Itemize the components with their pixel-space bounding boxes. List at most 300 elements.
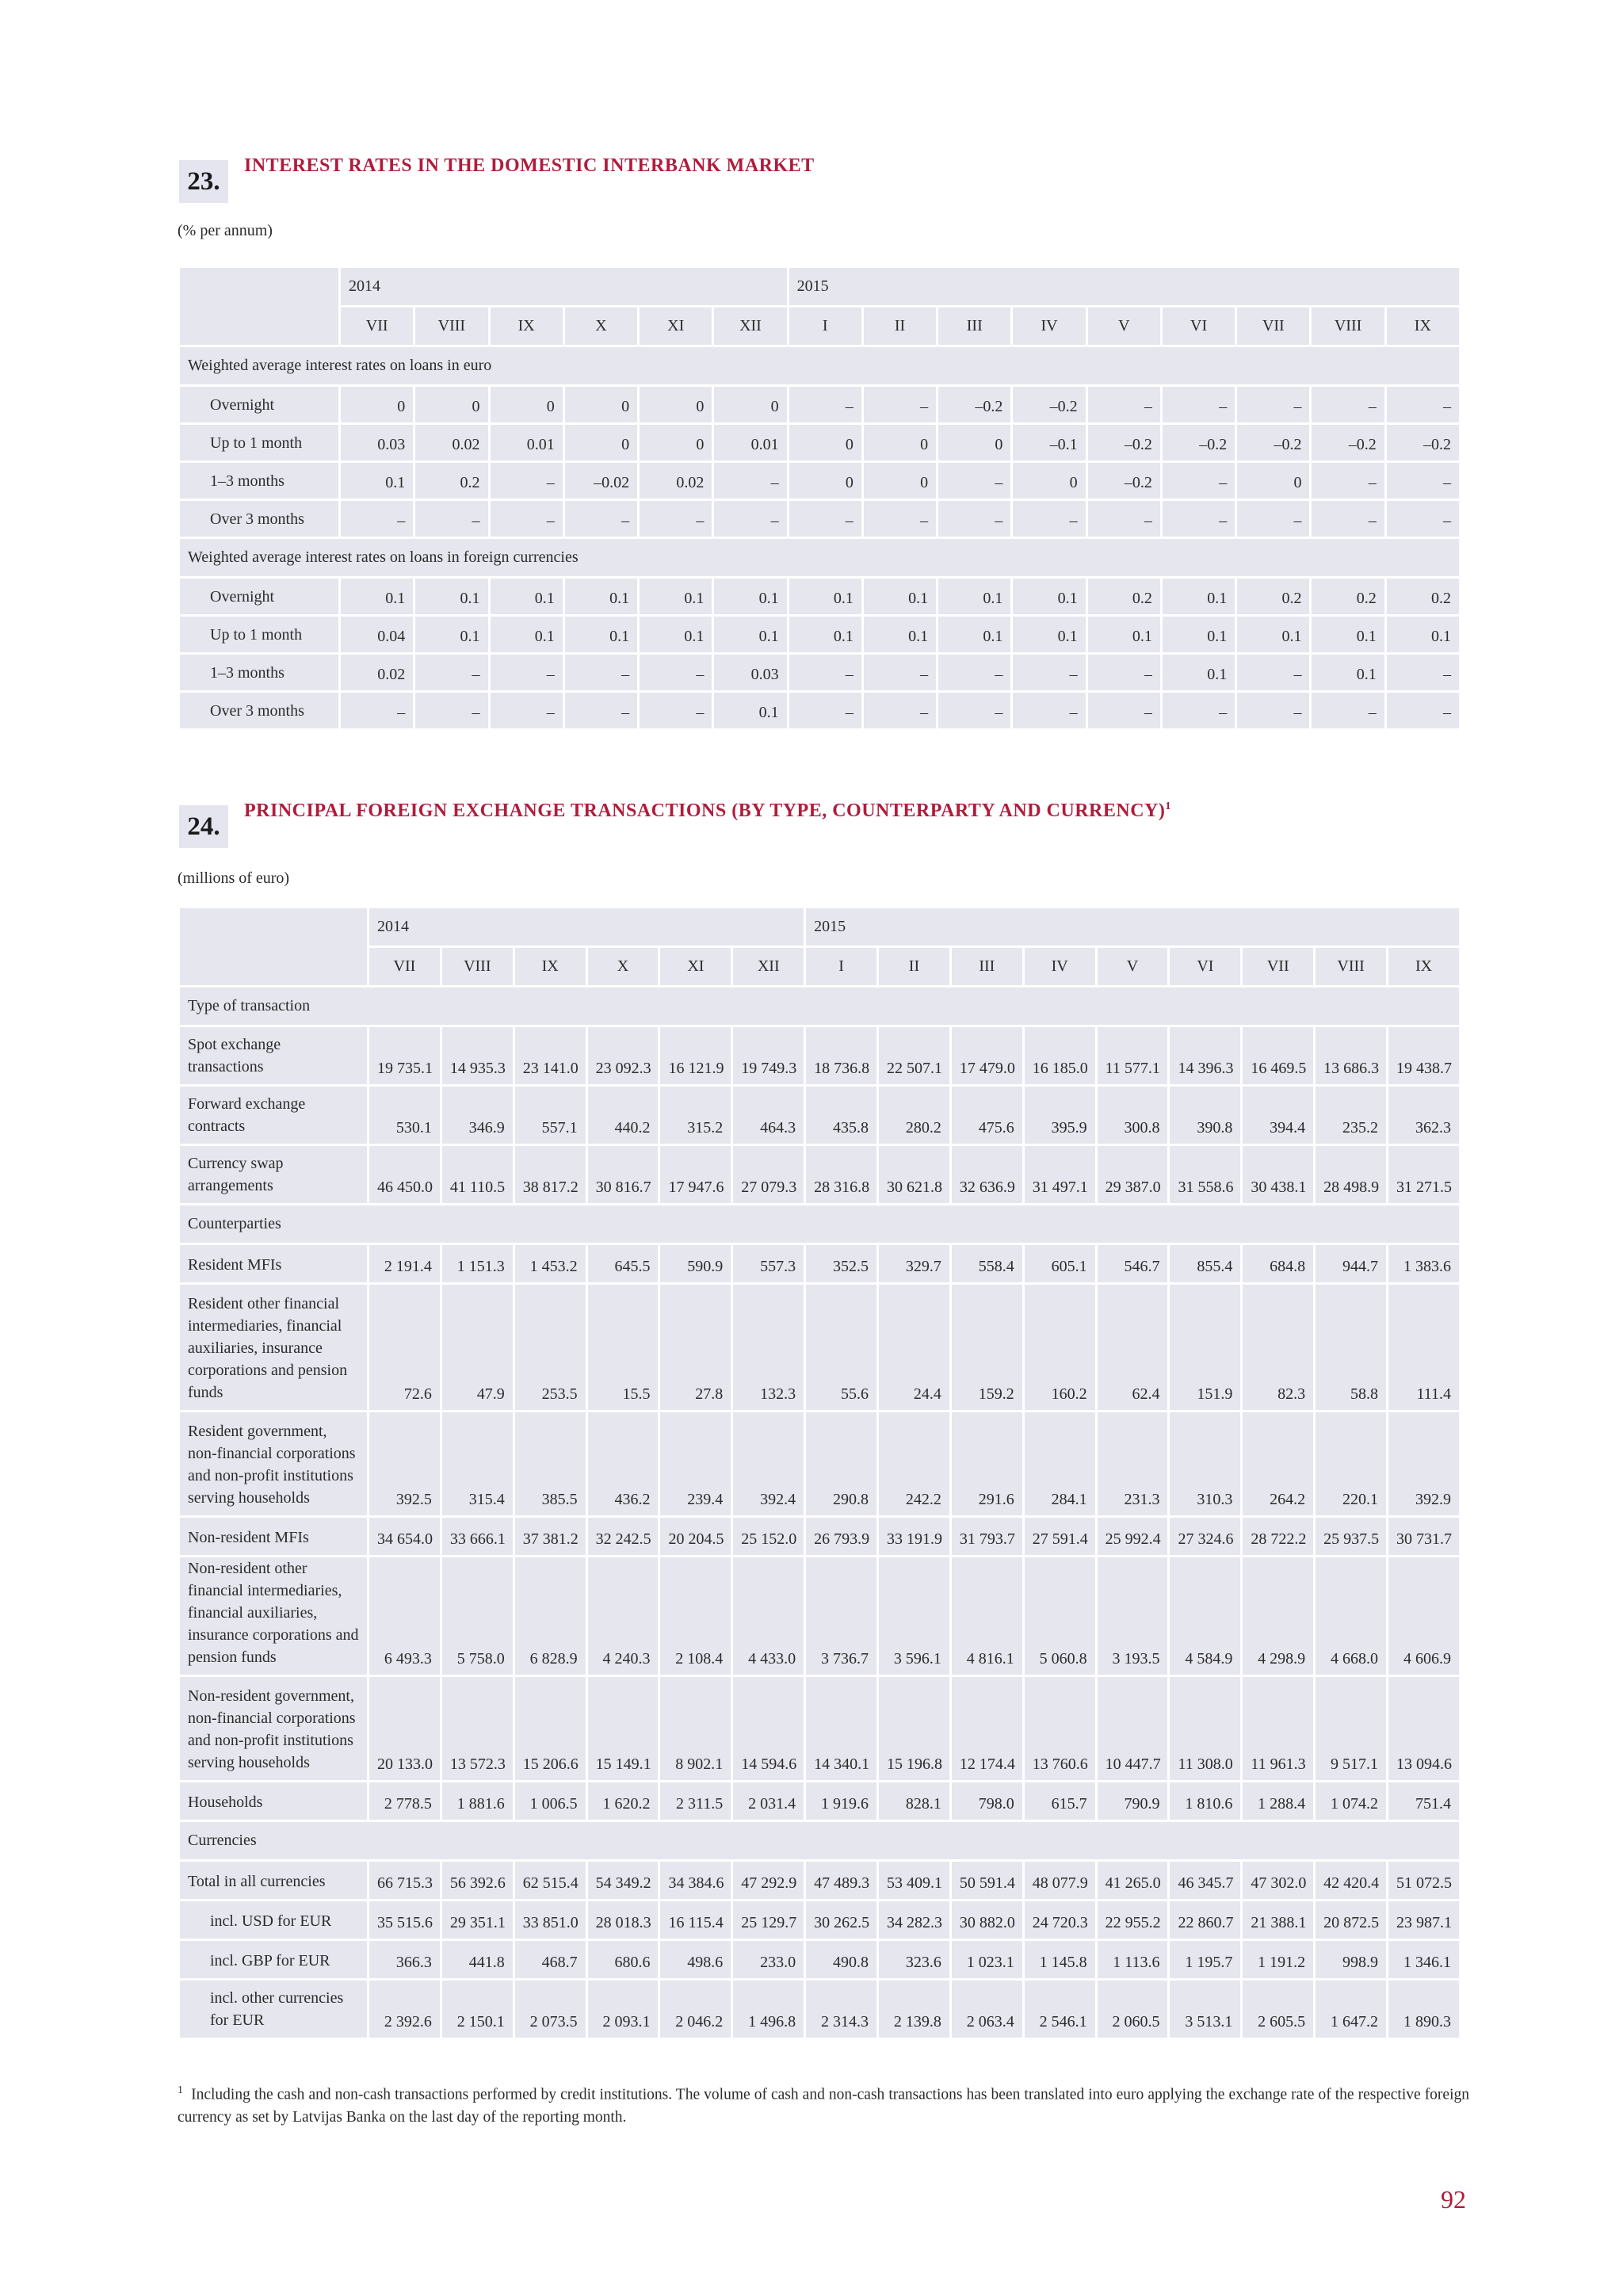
value-cell: – [491, 501, 563, 537]
value-cell: – [491, 463, 563, 499]
value-cell: 27 591.4 [1025, 1518, 1095, 1555]
value-cell: 615.7 [1025, 1782, 1095, 1820]
value-cell: 2 108.4 [660, 1557, 731, 1675]
value-cell: –0.02 [565, 463, 637, 499]
row-label: 1–3 months [180, 463, 338, 499]
table-row [180, 1412, 1459, 1515]
value-cell: 0 [640, 387, 712, 422]
value-cell: 0.1 [1237, 617, 1309, 652]
value-cell: 23 092.3 [588, 1027, 659, 1084]
value-cell: 66 715.3 [369, 1862, 440, 1899]
value-cell: 2 150.1 [442, 1981, 513, 2038]
value-cell: – [1387, 387, 1459, 422]
value-cell: 0.2 [415, 463, 487, 499]
value-cell: 464.3 [733, 1087, 804, 1144]
value-cell: 0.01 [714, 425, 786, 460]
value-cell: 30 621.8 [879, 1146, 949, 1203]
value-cell: 855.4 [1170, 1245, 1240, 1282]
row-label: Over 3 months [180, 501, 338, 537]
value-cell: – [789, 693, 861, 728]
value-cell: 5 758.0 [442, 1557, 513, 1675]
value-cell: 34 384.6 [660, 1862, 731, 1899]
month-header: VIII [1316, 948, 1386, 985]
table-row [180, 1146, 1459, 1203]
table-24 [178, 906, 1461, 2040]
year-row [180, 268, 1459, 305]
value-cell: 0 [864, 425, 936, 460]
value-cell: 0.02 [640, 463, 712, 499]
value-cell: 944.7 [1316, 1245, 1386, 1282]
value-cell: 2 314.3 [806, 1981, 876, 2038]
header-corner [180, 908, 367, 985]
value-cell: 366.3 [369, 1941, 440, 1978]
value-cell: 390.8 [1170, 1087, 1240, 1144]
value-cell: 20 204.5 [660, 1518, 731, 1555]
group-label: Currencies [180, 1822, 1459, 1859]
value-cell: 26 793.9 [806, 1518, 876, 1555]
value-cell: 0.2 [1237, 579, 1309, 614]
value-cell: 16 115.4 [660, 1901, 731, 1939]
value-cell: 42 420.4 [1316, 1862, 1386, 1899]
value-cell: 441.8 [442, 1941, 513, 1978]
value-cell: 0.1 [640, 617, 712, 652]
value-cell: 0 [491, 387, 563, 422]
value-cell: 2 778.5 [369, 1782, 440, 1820]
group-row [180, 347, 1459, 384]
value-cell: 242.2 [879, 1412, 949, 1515]
row-label: Currency swap arrangements [180, 1146, 367, 1203]
group-row [180, 1205, 1459, 1243]
value-cell: 2 392.6 [369, 1981, 440, 2038]
value-cell: 25 937.5 [1316, 1518, 1386, 1555]
value-cell: – [1088, 501, 1160, 537]
table-23 [178, 266, 1461, 731]
table-23-heading [179, 155, 1479, 203]
value-cell: –0.1 [1013, 425, 1085, 460]
value-cell: – [789, 501, 861, 537]
value-cell: 1 191.2 [1243, 1941, 1313, 1978]
month-header: VI [1170, 948, 1240, 985]
value-cell: 435.8 [806, 1087, 876, 1144]
row-label: Resident MFIs [180, 1245, 367, 1282]
value-cell: 13 686.3 [1316, 1027, 1386, 1084]
table-row [180, 387, 1459, 422]
month-header: V [1098, 948, 1168, 985]
value-cell: 0 [341, 387, 413, 422]
value-cell: 253.5 [515, 1285, 586, 1410]
year-header: 2015 [806, 908, 1459, 946]
value-cell: 468.7 [515, 1941, 586, 1978]
value-cell: 54 349.2 [588, 1862, 659, 1899]
row-label: Resident other financial intermediaries, financial auxiliaries, insurance corporations and pension funds [180, 1285, 367, 1410]
value-cell: 0.1 [714, 617, 786, 652]
value-cell: 392.9 [1388, 1412, 1459, 1515]
value-cell: 38 817.2 [515, 1146, 586, 1203]
month-header: VI [1163, 308, 1235, 345]
value-cell: 4 816.1 [952, 1557, 1022, 1675]
value-cell: – [1387, 463, 1459, 499]
value-cell: 31 271.5 [1388, 1146, 1459, 1203]
value-cell: – [415, 693, 487, 728]
row-label: Non-resident other financial intermediaries, financial auxiliaries, insurance corporations and pension funds [180, 1557, 367, 1675]
value-cell: 290.8 [806, 1412, 876, 1515]
value-cell: 1 195.7 [1170, 1941, 1240, 1978]
value-cell: 1 881.6 [442, 1782, 513, 1820]
month-header: VIII [1312, 308, 1384, 345]
table-24-number: 24. [179, 805, 228, 848]
value-cell: 2 063.4 [952, 1981, 1022, 2038]
row-label: Non-resident MFIs [180, 1518, 367, 1555]
value-cell: 436.2 [588, 1412, 659, 1515]
value-cell: 546.7 [1098, 1245, 1168, 1282]
value-cell: 394.4 [1243, 1087, 1313, 1144]
value-cell: 28 498.9 [1316, 1146, 1386, 1203]
value-cell: 1 151.3 [442, 1245, 513, 1282]
value-cell: –0.2 [1013, 387, 1085, 422]
value-cell: 13 760.6 [1025, 1677, 1095, 1780]
value-cell: 58.8 [1316, 1285, 1386, 1410]
value-cell: 310.3 [1170, 1412, 1240, 1515]
value-cell: 645.5 [588, 1245, 659, 1282]
value-cell: – [938, 463, 1010, 499]
value-cell: 16 469.5 [1243, 1027, 1313, 1084]
row-label: Up to 1 month [180, 425, 338, 460]
value-cell: 0.1 [1163, 617, 1235, 652]
value-cell: 28 316.8 [806, 1146, 876, 1203]
value-cell: – [415, 501, 487, 537]
table-row [180, 1285, 1459, 1410]
value-cell: –0.2 [1237, 425, 1309, 460]
table-row [180, 617, 1459, 652]
value-cell: – [1237, 501, 1309, 537]
value-cell: 17 479.0 [952, 1027, 1022, 1084]
value-cell: 315.4 [442, 1412, 513, 1515]
table-row [180, 1518, 1459, 1555]
value-cell: 30 816.7 [588, 1146, 659, 1203]
value-cell: – [565, 693, 637, 728]
value-cell: 605.1 [1025, 1245, 1095, 1282]
value-cell: 220.1 [1316, 1412, 1386, 1515]
value-cell: 19 749.3 [733, 1027, 804, 1084]
value-cell: 47 292.9 [733, 1862, 804, 1899]
value-cell: 0 [565, 425, 637, 460]
value-cell: 0.1 [938, 579, 1010, 614]
value-cell: 31 497.1 [1025, 1146, 1095, 1203]
value-cell: – [491, 655, 563, 690]
value-cell: 62 515.4 [515, 1862, 586, 1899]
value-cell: 6 493.3 [369, 1557, 440, 1675]
value-cell: – [1163, 501, 1235, 537]
row-label: Over 3 months [180, 693, 338, 728]
value-cell: 0.2 [1088, 579, 1160, 614]
value-cell: 530.1 [369, 1087, 440, 1144]
value-cell: 55.6 [806, 1285, 876, 1410]
value-cell: 0.02 [341, 655, 413, 690]
month-header: XII [714, 308, 786, 345]
value-cell: 3 513.1 [1170, 1981, 1240, 2038]
value-cell: 62.4 [1098, 1285, 1168, 1410]
month-header: XI [660, 948, 731, 985]
value-cell: – [1163, 693, 1235, 728]
value-cell: – [1163, 387, 1235, 422]
value-cell: – [640, 501, 712, 537]
value-cell: 30 731.7 [1388, 1518, 1459, 1555]
value-cell: 362.3 [1388, 1087, 1459, 1144]
value-cell: 35 515.6 [369, 1901, 440, 1939]
value-cell: 490.8 [806, 1941, 876, 1978]
group-label: Weighted average interest rates on loans in foreign currencies [180, 539, 1459, 576]
value-cell: – [341, 501, 413, 537]
row-label: 1–3 months [180, 655, 338, 690]
value-cell: 0.1 [789, 617, 861, 652]
table-row [180, 1087, 1459, 1144]
value-cell: 300.8 [1098, 1087, 1168, 1144]
value-cell: 48 077.9 [1025, 1862, 1095, 1899]
value-cell: 13 572.3 [442, 1677, 513, 1780]
value-cell: 1 647.2 [1316, 1981, 1386, 2038]
row-label: Up to 1 month [180, 617, 338, 652]
table-23-unit: (% per annum) [178, 222, 273, 239]
group-label: Counterparties [180, 1205, 1459, 1243]
value-cell: 1 496.8 [733, 1981, 804, 2038]
value-cell: 1 113.6 [1098, 1941, 1168, 1978]
table-23-title: INTEREST RATES IN THE DOMESTIC INTERBANK MARKET [244, 155, 815, 176]
value-cell: 53 409.1 [879, 1862, 949, 1899]
value-cell: 34 654.0 [369, 1518, 440, 1555]
table-row [180, 1981, 1459, 2038]
value-cell: – [1312, 387, 1384, 422]
month-header: IV [1025, 948, 1095, 985]
value-cell: 231.3 [1098, 1412, 1168, 1515]
value-cell: 11 577.1 [1098, 1027, 1168, 1084]
row-label: Non-resident government, non-financial corporations and non-profit institutions serving households [180, 1677, 367, 1780]
value-cell: 14 935.3 [442, 1027, 513, 1084]
value-cell: 0 [714, 387, 786, 422]
group-label: Weighted average interest rates on loans in euro [180, 347, 1459, 384]
value-cell: 31 558.6 [1170, 1146, 1240, 1203]
value-cell: 11 961.3 [1243, 1677, 1313, 1780]
month-header: VII [1243, 948, 1313, 985]
value-cell: 557.1 [515, 1087, 586, 1144]
table-24-title-note: 1 [1165, 800, 1171, 812]
value-cell: 46 345.7 [1170, 1862, 1240, 1899]
value-cell: 21 388.1 [1243, 1901, 1313, 1939]
value-cell: 27 079.3 [733, 1146, 804, 1203]
value-cell: 0.03 [341, 425, 413, 460]
value-cell: – [1237, 387, 1309, 422]
month-header: VIII [442, 948, 513, 985]
value-cell: 352.5 [806, 1245, 876, 1282]
month-header: VII [341, 308, 413, 345]
value-cell: 0.1 [415, 617, 487, 652]
month-header: II [864, 308, 936, 345]
month-row [180, 948, 1459, 985]
value-cell: 19 735.1 [369, 1027, 440, 1084]
value-cell: 790.9 [1098, 1782, 1168, 1820]
value-cell: 498.6 [660, 1941, 731, 1978]
value-cell: 0.1 [1013, 617, 1085, 652]
group-label: Type of transaction [180, 988, 1459, 1025]
value-cell: 15 196.8 [879, 1677, 949, 1780]
value-cell: 0 [938, 425, 1010, 460]
value-cell: 2 311.5 [660, 1782, 731, 1820]
value-cell: – [640, 693, 712, 728]
value-cell: – [864, 693, 936, 728]
value-cell: 23 987.1 [1388, 1901, 1459, 1939]
month-header: VIII [415, 308, 487, 345]
value-cell: – [1312, 501, 1384, 537]
value-cell: 19 438.7 [1388, 1027, 1459, 1084]
month-header: XI [640, 308, 712, 345]
value-cell: 30 882.0 [952, 1901, 1022, 1939]
value-cell: 33 666.1 [442, 1518, 513, 1555]
table-24-title-text: PRINCIPAL FOREIGN EXCHANGE TRANSACTIONS (BY TYPE, COUNTERPARTY AND CURRENCY) [244, 800, 1166, 821]
value-cell: – [714, 501, 786, 537]
row-label: Households [180, 1782, 367, 1820]
month-header: IX [515, 948, 586, 985]
value-cell: 160.2 [1025, 1285, 1095, 1410]
value-cell: –0.2 [1088, 425, 1160, 460]
value-cell: 0.1 [938, 617, 1010, 652]
value-cell: 0.1 [1013, 579, 1085, 614]
value-cell: 33 191.9 [879, 1518, 949, 1555]
value-cell: 1 346.1 [1388, 1941, 1459, 1978]
value-cell: 475.6 [952, 1087, 1022, 1144]
value-cell: 46 450.0 [369, 1146, 440, 1203]
value-cell: – [1312, 463, 1384, 499]
value-cell: 0.1 [1312, 655, 1384, 690]
value-cell: 239.4 [660, 1412, 731, 1515]
value-cell: 27.8 [660, 1285, 731, 1410]
value-cell: 346.9 [442, 1087, 513, 1144]
value-cell: 16 185.0 [1025, 1027, 1095, 1084]
value-cell: 0.2 [1387, 579, 1459, 614]
table-24-title [244, 800, 1171, 822]
table-23-number: 23. [179, 160, 228, 203]
value-cell: 2 191.4 [369, 1245, 440, 1282]
month-header: VII [1237, 308, 1309, 345]
month-header: X [565, 308, 637, 345]
value-cell: 24 720.3 [1025, 1901, 1095, 1939]
value-cell: – [1312, 693, 1384, 728]
value-cell: 0.1 [714, 693, 786, 728]
value-cell: 23 141.0 [515, 1027, 586, 1084]
table-row [180, 1901, 1459, 1939]
month-header: III [938, 308, 1010, 345]
value-cell: 0.2 [1312, 579, 1384, 614]
value-cell: 4 433.0 [733, 1557, 804, 1675]
value-cell: 24.4 [879, 1285, 949, 1410]
value-cell: 315.2 [660, 1087, 731, 1144]
value-cell: 2 046.2 [660, 1981, 731, 2038]
month-header: I [789, 308, 861, 345]
value-cell: 0.1 [864, 579, 936, 614]
value-cell: 0.1 [1387, 617, 1459, 652]
header-corner [180, 268, 338, 345]
value-cell: 558.4 [952, 1245, 1022, 1282]
footnote-text: Including the cash and non-cash transactions performed by credit institutions. The volume of cash and non-cash transactions has been translated into euro applying the exchange rate of the respective foreign currency as set by Latvijas Banka on the last day of the reporting month. [178, 2086, 1470, 2126]
value-cell: 2 546.1 [1025, 1981, 1095, 2038]
value-cell: 27 324.6 [1170, 1518, 1240, 1555]
month-header: XII [733, 948, 804, 985]
value-cell: 0 [640, 425, 712, 460]
footnote-mark: 1 [178, 2084, 183, 2096]
value-cell: 828.1 [879, 1782, 949, 1820]
value-cell: – [1088, 387, 1160, 422]
value-cell: 32 636.9 [952, 1146, 1022, 1203]
table-row [180, 1782, 1459, 1820]
value-cell: 329.7 [879, 1245, 949, 1282]
table-row [180, 463, 1459, 499]
row-label: Total in all currencies [180, 1862, 367, 1899]
table-row [180, 425, 1459, 460]
value-cell: 47.9 [442, 1285, 513, 1410]
value-cell: 233.0 [733, 1941, 804, 1978]
month-header: IV [1013, 308, 1085, 345]
value-cell: 30 262.5 [806, 1901, 876, 1939]
value-cell: 82.3 [1243, 1285, 1313, 1410]
year-row [180, 908, 1459, 946]
value-cell: 15 206.6 [515, 1677, 586, 1780]
value-cell: 0.01 [491, 425, 563, 460]
value-cell: 235.2 [1316, 1087, 1386, 1144]
value-cell: 0.1 [565, 617, 637, 652]
value-cell: 0.1 [565, 579, 637, 614]
value-cell: – [1088, 655, 1160, 690]
value-cell: 31 793.7 [952, 1518, 1022, 1555]
value-cell: 34 282.3 [879, 1901, 949, 1939]
value-cell: 15 149.1 [588, 1677, 659, 1780]
value-cell: 1 810.6 [1170, 1782, 1240, 1820]
value-cell: 264.2 [1243, 1412, 1313, 1515]
value-cell: 751.4 [1388, 1782, 1459, 1820]
value-cell: 392.4 [733, 1412, 804, 1515]
table-row [180, 1027, 1459, 1084]
value-cell: 684.8 [1243, 1245, 1313, 1282]
row-label: incl. GBP for EUR [180, 1941, 367, 1978]
value-cell: – [1237, 693, 1309, 728]
group-row [180, 988, 1459, 1025]
value-cell: 6 828.9 [515, 1557, 586, 1675]
value-cell: 14 340.1 [806, 1677, 876, 1780]
value-cell: 4 240.3 [588, 1557, 659, 1675]
value-cell: 3 736.7 [806, 1557, 876, 1675]
value-cell: 1 074.2 [1316, 1782, 1386, 1820]
value-cell: 0.1 [1163, 655, 1235, 690]
value-cell: –0.2 [1312, 425, 1384, 460]
value-cell: 37 381.2 [515, 1518, 586, 1555]
value-cell: 0.1 [1088, 617, 1160, 652]
value-cell: –0.2 [1163, 425, 1235, 460]
value-cell: 41 265.0 [1098, 1862, 1168, 1899]
value-cell: 0 [789, 425, 861, 460]
value-cell: 50 591.4 [952, 1862, 1022, 1899]
footnote [178, 2080, 1469, 2129]
table-row [180, 1862, 1459, 1899]
value-cell: 28 018.3 [588, 1901, 659, 1939]
value-cell: 18 736.8 [806, 1027, 876, 1084]
value-cell: 2 031.4 [733, 1782, 804, 1820]
value-cell: 47 302.0 [1243, 1862, 1313, 1899]
value-cell: 72.6 [369, 1285, 440, 1410]
value-cell: 28 722.2 [1243, 1518, 1313, 1555]
value-cell: 291.6 [952, 1412, 1022, 1515]
value-cell: 557.3 [733, 1245, 804, 1282]
value-cell: 20 133.0 [369, 1677, 440, 1780]
value-cell: 1 919.6 [806, 1782, 876, 1820]
value-cell: 280.2 [879, 1087, 949, 1144]
value-cell: – [491, 693, 563, 728]
